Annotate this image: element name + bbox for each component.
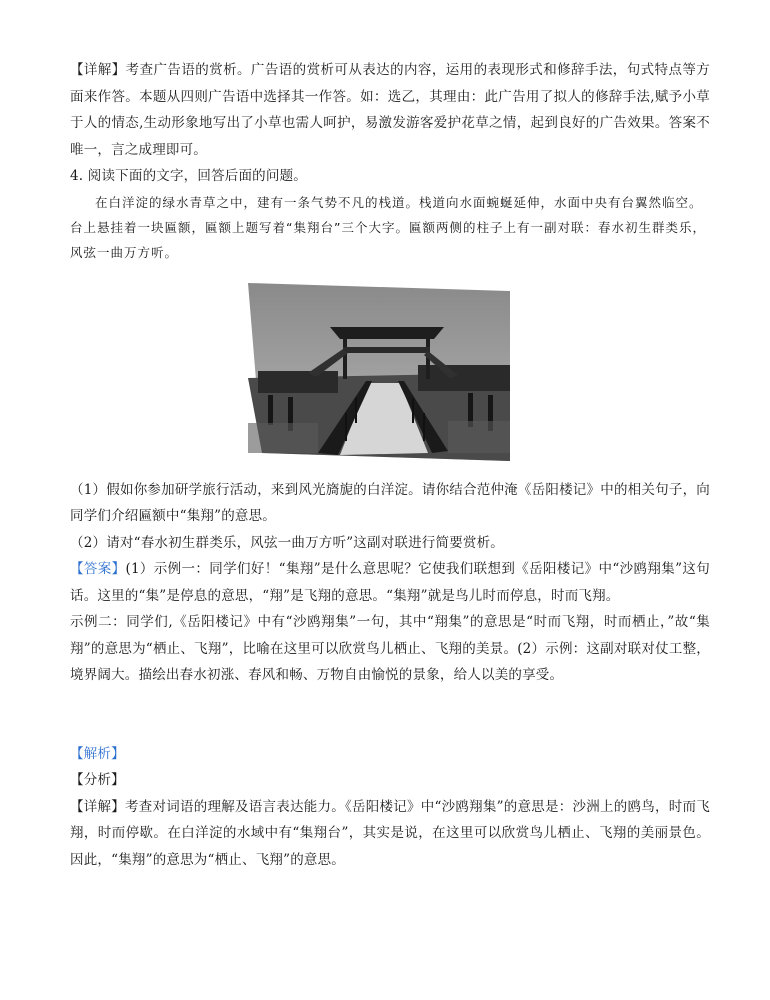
analysis-detail-tag: 【详解】 [70,798,125,815]
sub-question-1: （1）假如你参加研学旅行活动，来到风光旖旎的白洋淀。请你结合范仲淹《岳阳楼记》中的相关句子，向同学们介绍匾额中“集翔”的意思。 [70,481,710,524]
answer-text: (1）示例一：同学们好！“集翔”是什么意思呢？它使我们联想到《岳阳楼记》中“沙鸥翔集”这句话。这里的“集”是停息的意思，“翔”是飞翔的意思。“集翔”就是鸟儿时而停息，时而飞翔。 [70,561,710,604]
pavilion-photo-icon [248,283,510,461]
detail-paragraph-1 [70,57,710,163]
detail-text: 考查广告语的赏析。广告语的赏析可从表达的内容，运用的表现形式和修辞手法，句式特点等方面来作答。本题从四则广告语中选择其一作答。如：选乙，其理由：此广告用了拟人的修辞手法,赋予小草于人的情态,生动形象地写出了小草也需人呵护，易激发游客爱护花草之情，起到良好的广告效果。答案不唯一，言之成理即可。 [70,62,710,158]
answer-paragraph [70,556,710,609]
spacer [70,689,710,741]
detail-tag: 【详解】 [70,62,126,78]
boardwalk-photo [248,283,510,461]
answer-paragraph-2: 示例二：同学们,《岳阳楼记》中有“沙鸥翔集”一句，其中“翔集”的意思是“时而飞翔，时而栖止，”故“集翔”的意思为“栖止、飞翔”，比喻在这里可以欣赏鸟儿栖止、飞翔的美景。(2）示例：这副对联对仗工整，境界阔大。描绘出春水初涨、春风和畅、万物自由愉悦的景象，给人以美的享受。 [70,614,710,683]
answer-tag: 【答案】 [70,561,126,577]
question-4-heading: 4. 阅读下面的文字，回答后面的问题。 [70,168,307,184]
analysis-tag: 【解析】 [70,745,125,762]
analysis-detail [70,794,710,874]
sub-question-2: （2）请对“春水初生群类乐，风弦一曲万方听”这副对联进行简要赏析。 [70,534,504,551]
reading-passage: 在白洋淀的绿水青草之中，建有一条气势不凡的栈道。栈道向水面蜿蜒延伸，水面中央有台翼然临空。台上悬挂着一块匾额，匾额上题写着“集翔台”三个大字。匾额两侧的柱子上有一副对联：春水初生群类乐，风弦一曲万方听。 [70,194,706,260]
document-page [70,57,710,873]
analysis-detail-text: 考查对词语的理解及语言表达能力。《岳阳楼记》中“沙鸥翔集”的意思是：沙洲上的鸥鸟，时而飞翔，时而停歇。在白洋淀的水域中有“集翔台”，其实是说，在这里可以欣赏鸟儿栖止、飞翔的美丽景色。因此，“集翔”的意思为“栖止、飞翔”的意思。 [70,798,710,868]
analysis-fenxi: 【分析】 [70,772,125,788]
